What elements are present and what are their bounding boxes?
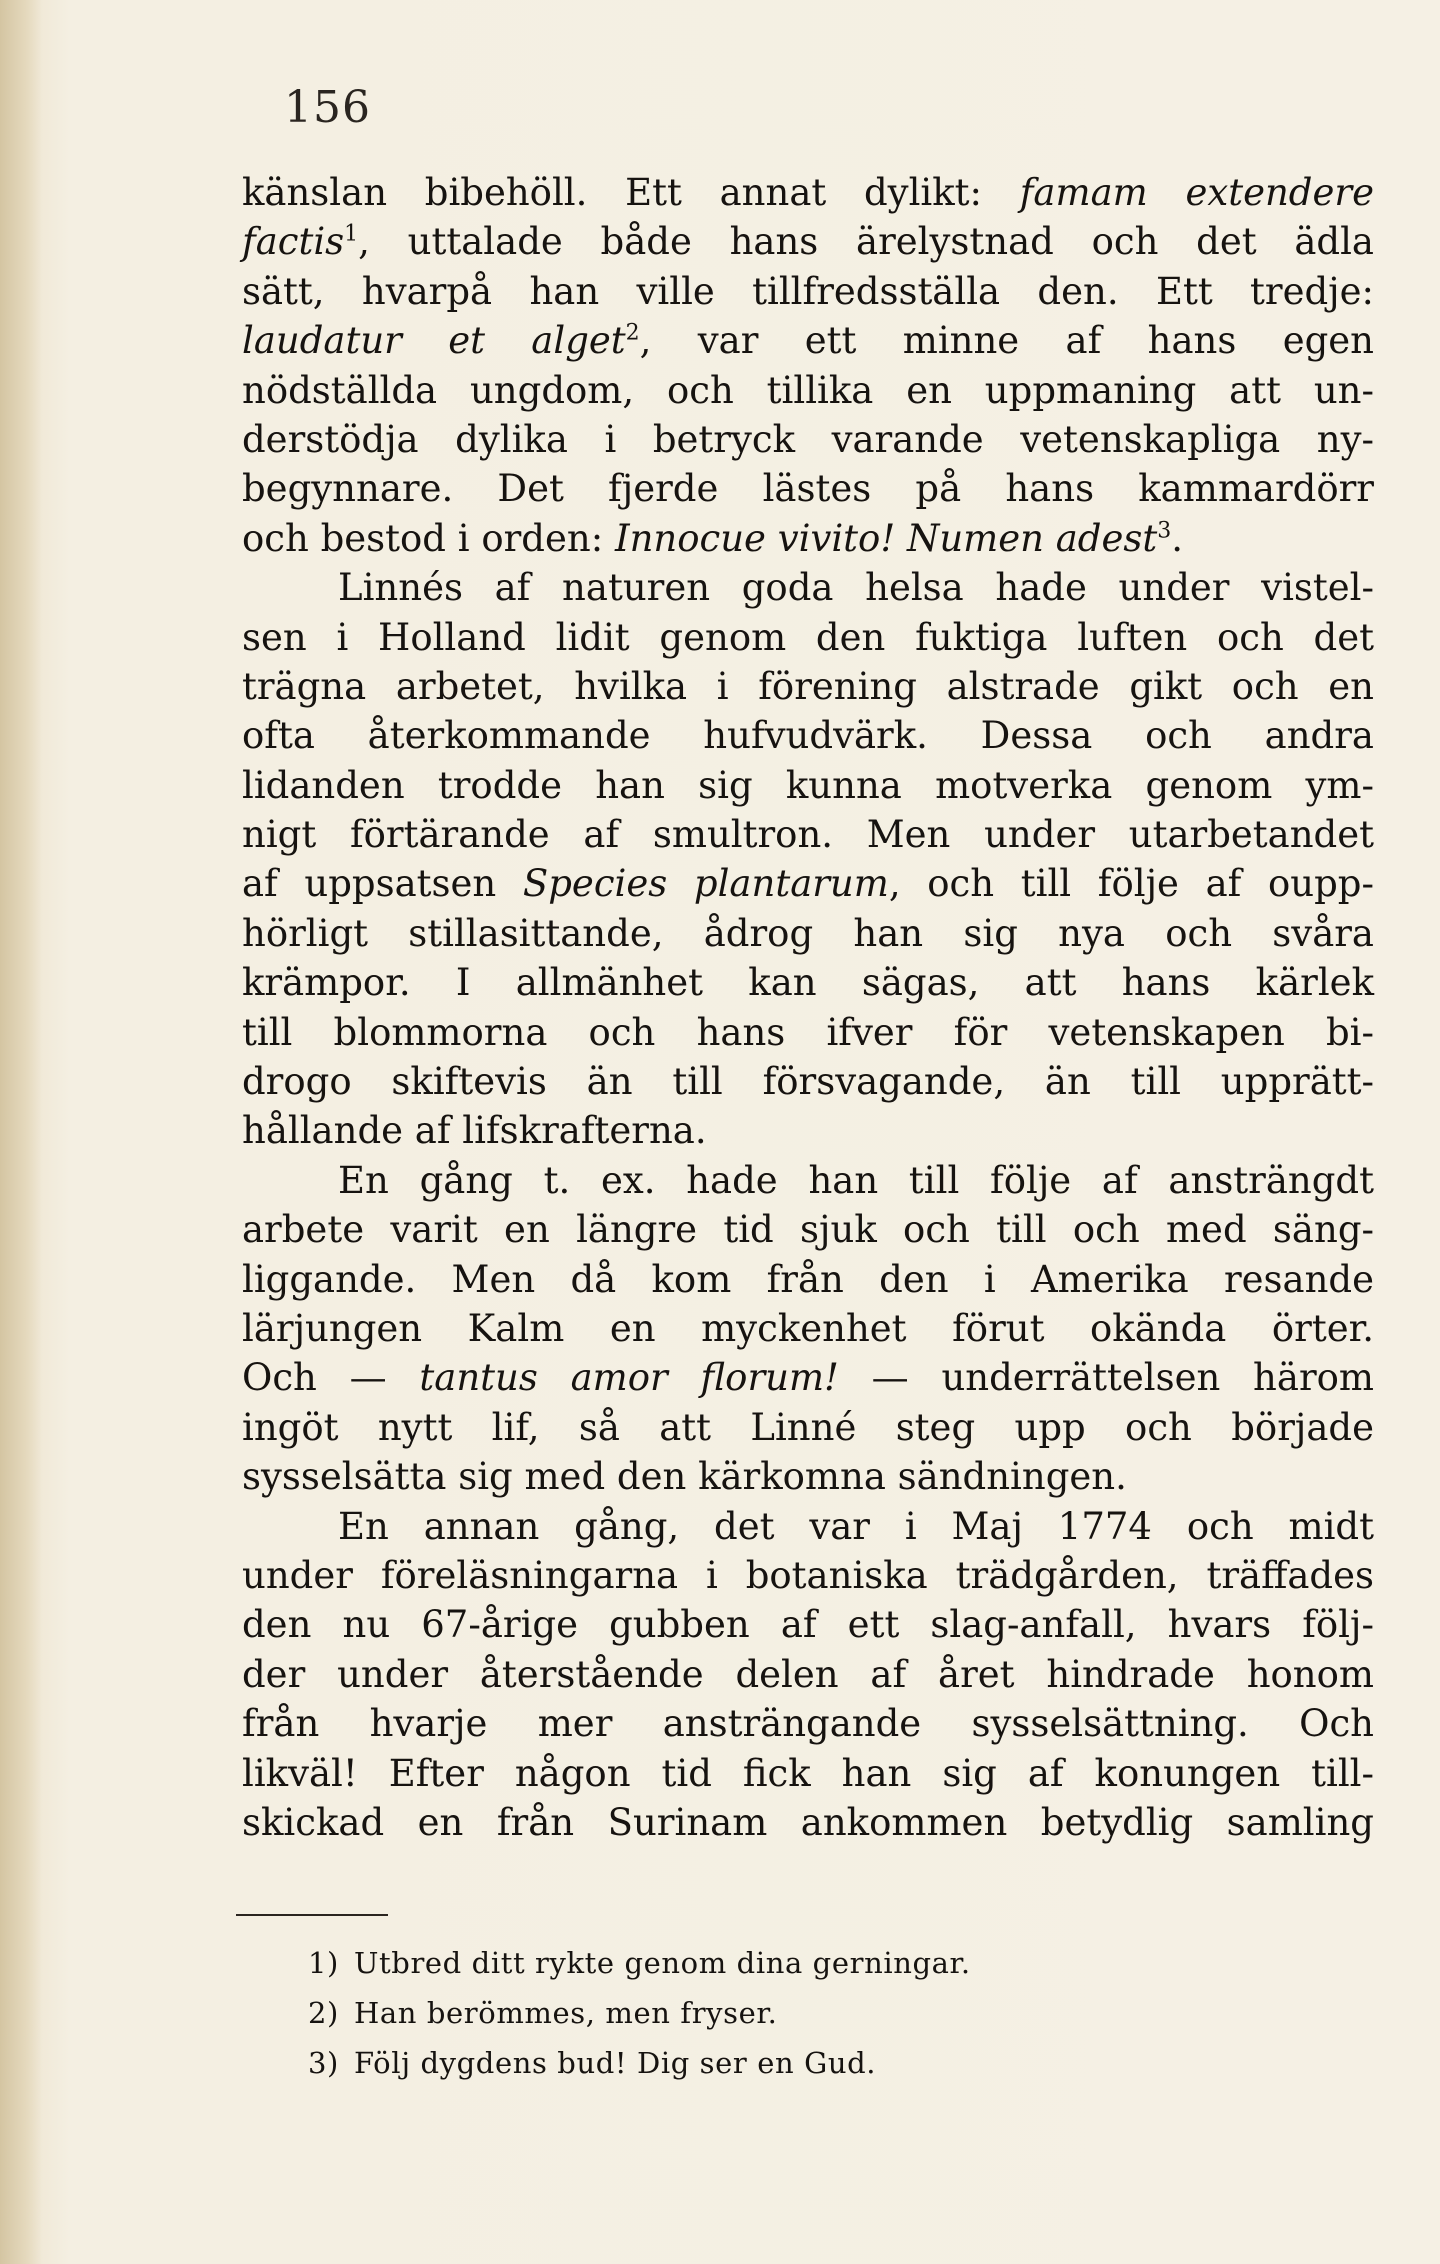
footnote-number: 2) [308, 1996, 339, 2030]
text-run: sysselsätta sig med den kärkomna sändningen. [242, 1455, 1127, 1499]
text-run: under föreläsningarna i botaniska trädgården, träffades [242, 1553, 1374, 1597]
text-run: Och — [242, 1356, 420, 1400]
text-run: . [1171, 516, 1183, 560]
text-run: likväl! Efter någon tid fick han sig af konungen till- [242, 1751, 1374, 1795]
footnote-text: Han berömmes, men fryser. [354, 1996, 778, 2030]
text-line [242, 464, 1374, 513]
text-line [242, 810, 1374, 859]
text-line [242, 909, 1374, 958]
text-line [242, 1205, 1374, 1254]
text-line [242, 217, 1374, 266]
text-line [242, 711, 1374, 760]
text-run: , var ett minne af hans egen [639, 319, 1375, 363]
page-gutter-shadow [0, 0, 42, 2264]
text-run: hållande af lifskrafterna. [242, 1109, 707, 1153]
text-line [242, 1452, 1374, 1501]
text-run: lärjungen Kalm en myckenhet förut okända örter. [242, 1306, 1374, 1350]
text-line [242, 1798, 1374, 1847]
latin-phrase: factis [242, 220, 345, 264]
footnote [308, 1988, 1208, 2038]
footnote-ref: 1 [344, 222, 359, 248]
text-line [242, 1008, 1374, 1057]
text-run: Linnés af naturen goda helsa hade under vistel- [338, 566, 1374, 610]
text-line [242, 1255, 1374, 1304]
text-run: sen i Holland lidit genom den fuktiga luften och det [242, 615, 1374, 659]
text-line [242, 613, 1374, 662]
text-run: från hvarje mer ansträngande sysselsättning. Och [242, 1702, 1374, 1746]
text-run: arbete varit en längre tid sjuk och till och med säng- [242, 1208, 1374, 1252]
text-line [242, 168, 1374, 217]
text-line [242, 1502, 1374, 1551]
page-number: 156 [284, 82, 371, 133]
text-run: sätt, hvarpå han ville tillfredsställa den. Ett tredje: [242, 269, 1374, 313]
text-run: — underrättelsen härom [838, 1356, 1374, 1400]
text-run: , uttalade både hans ärelystnad och det ädla [358, 220, 1374, 264]
latin-phrase: famam extendere [1019, 171, 1374, 214]
text-run: ingöt nytt lif, så att Linné steg upp och började [242, 1405, 1374, 1449]
text-line [242, 1353, 1374, 1402]
text-line [242, 1403, 1374, 1452]
footnote-text: Utbred ditt rykte genom dina gerningar. [354, 1946, 971, 1980]
footnote-text: Följ dygdens bud! Dig ser en Gud. [354, 2046, 877, 2080]
text-line [242, 958, 1374, 1007]
footnote [308, 1938, 1208, 1988]
text-line [242, 1699, 1374, 1748]
text-line [242, 1551, 1374, 1600]
text-run: der under återstående delen af året hindrade honom [242, 1652, 1374, 1696]
text-run: hörligt stillasittande, ådrog han sig nya och svåra [242, 911, 1374, 955]
latin-phrase: tantus amor florum! [419, 1356, 839, 1400]
text-run: och bestod i orden: [242, 516, 615, 560]
footnote-number: 3) [308, 2046, 339, 2080]
footnotes [308, 1938, 1208, 2088]
footnote [308, 2038, 1208, 2088]
text-run: krämpor. I allmänhet kan sägas, att hans kärlek [242, 961, 1374, 1005]
text-line [242, 366, 1374, 415]
text-run: En gång t. ex. hade han till följe af ansträngdt [338, 1158, 1374, 1202]
text-line [242, 1156, 1374, 1205]
text-run: , och till följe af oupp- [888, 862, 1374, 906]
text-run: begynnare. Det fjerde lästes på hans kammardörr [242, 467, 1374, 511]
text-run: ofta återkommande hufvudvärk. Dessa och andra [242, 714, 1374, 758]
text-run: liggande. Men då kom från den i Amerika resande [242, 1257, 1374, 1301]
latin-phrase: laudatur et alget [242, 319, 626, 363]
text-line [242, 1106, 1374, 1155]
text-run: nigt förtärande af smultron. Men under utarbetandet [242, 813, 1374, 857]
text-line [242, 267, 1374, 316]
text-run: den nu 67-årige gubben af ett slag-anfall, hvars följ- [242, 1603, 1374, 1647]
text-line [242, 415, 1374, 464]
text-run: lidanden trodde han sig kunna motverka genom ym- [242, 763, 1374, 807]
text-run: trägna arbetet, hvilka i förening alstrade gikt och en [242, 664, 1374, 708]
text-line [242, 316, 1374, 365]
text-run: nödställda ungdom, och tillika en uppmaning att un- [242, 368, 1374, 412]
text-run: En annan gång, det var i Maj 1774 och midt [338, 1504, 1374, 1548]
text-line [242, 761, 1374, 810]
text-line [242, 1600, 1374, 1649]
text-run: af uppsatsen [242, 862, 523, 906]
text-line [242, 662, 1374, 711]
footnote-number: 1) [308, 1946, 339, 1980]
text-line [242, 514, 1374, 563]
text-run: drogo skiftevis än till försvagande, än till upprätt- [242, 1060, 1374, 1104]
text-line [242, 1304, 1374, 1353]
text-line [242, 1749, 1374, 1798]
body-text [242, 168, 1374, 1847]
latin-phrase: Species plantarum [522, 862, 889, 906]
text-run: skickad en från Surinam ankommen betydlig samling [242, 1800, 1374, 1844]
text-line [242, 1057, 1374, 1106]
text-run: till blommorna och hans ifver för vetenskapen bi- [242, 1010, 1374, 1054]
text-line [242, 563, 1374, 612]
text-line [242, 1650, 1374, 1699]
text-line [242, 859, 1374, 908]
footnote-ref: 2 [625, 320, 640, 346]
footnote-ref: 3 [1157, 518, 1172, 544]
text-run: derstödja dylika i betryck varande vetenskapliga ny- [242, 417, 1374, 461]
text-run: känslan bibehöll. Ett annat dylikt: [242, 171, 1020, 214]
footnote-divider [236, 1914, 388, 1916]
latin-phrase: Innocue vivito! Numen adest [614, 516, 1158, 560]
